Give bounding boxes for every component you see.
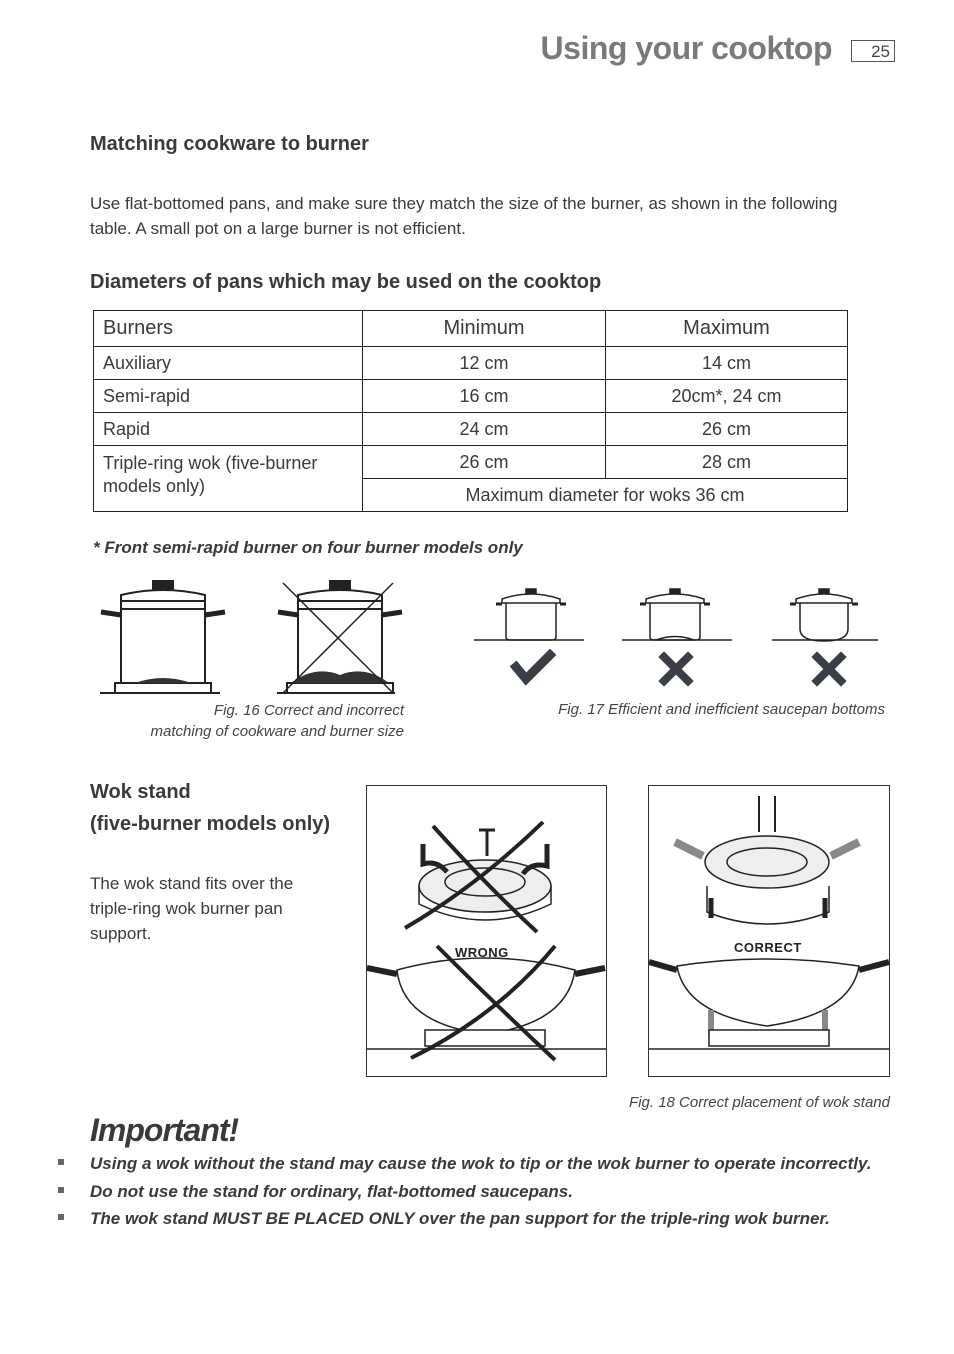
cell-min: 16 cm <box>363 380 606 413</box>
cross-icon <box>664 657 688 681</box>
header-burners: Burners <box>94 311 363 347</box>
list-item <box>58 1178 938 1206</box>
header-minimum: Minimum <box>363 311 606 347</box>
concave-pan-icon <box>622 589 732 640</box>
cell-burner: Auxiliary <box>94 347 363 380</box>
fig17-caption: Fig. 17 Efficient and inefficient saucepan bottoms <box>558 701 885 718</box>
header-maximum: Maximum <box>606 311 848 347</box>
important-list <box>58 1150 938 1233</box>
table-heading: Diameters of pans which may be used on the cooktop <box>90 271 602 293</box>
section-heading-matching: Matching cookware to burner <box>90 133 369 155</box>
incorrect-pot-icon <box>277 581 402 693</box>
wok-wrong-illustration <box>367 786 606 1076</box>
cell-burner: Triple-ring wok (five-burner models only) <box>94 446 363 512</box>
list-item <box>58 1150 938 1178</box>
wok-wrong-frame <box>366 785 607 1077</box>
cell-min: 12 cm <box>363 347 606 380</box>
intro-paragraph: Use flat-bottomed pans, and make sure they match the size of the burner, as shown in the following table. A small pot on a large burner is not efficient. <box>90 194 838 238</box>
bullet-icon <box>58 1187 64 1193</box>
convex-pan-icon <box>772 589 878 641</box>
fig16-illustration <box>95 575 405 697</box>
flat-pan-icon <box>474 589 584 640</box>
cell-min: 26 cm <box>363 446 606 479</box>
table-footnote: * Front semi-rapid burner on four burner models only <box>93 538 523 557</box>
bullet-text: Do not use the stand for ordinary, flat-bottomed saucepans. <box>90 1181 573 1201</box>
wok-heading-line1: Wok stand <box>90 781 191 803</box>
fig16-caption-line1: Fig. 16 Correct and incorrect <box>213 702 404 719</box>
list-item <box>58 1205 938 1233</box>
cell-min: 24 cm <box>363 413 606 446</box>
page-number: 25 <box>851 40 895 62</box>
wok-correct-illustration <box>649 786 889 1076</box>
cell-max: 26 cm <box>606 413 848 446</box>
page-title: Using your cooktop <box>540 30 832 66</box>
bullet-text: The wok stand MUST BE PLACED ONLY over the pan support for the triple-ring wok burner. <box>90 1209 830 1228</box>
fig16-caption-line2: matching of cookware and burner size <box>150 723 404 740</box>
table-row <box>94 380 848 413</box>
bullet-icon <box>58 1159 64 1165</box>
important-title: Important! <box>90 1112 239 1148</box>
cell-burner: Semi-rapid <box>94 380 363 413</box>
table-row <box>94 446 848 479</box>
bullet-text: Using a wok without the stand may cause the wok to tip or the wok burner to operate incorrectly. <box>90 1154 872 1173</box>
cell-burner: Rapid <box>94 413 363 446</box>
cell-max: 28 cm <box>606 446 848 479</box>
cell-max: 14 cm <box>606 347 848 380</box>
bullet-icon <box>58 1214 64 1220</box>
cell-wok-note: Maximum diameter for woks 36 cm <box>363 479 848 512</box>
wok-correct-frame <box>648 785 890 1077</box>
wrong-label: WRONG <box>455 945 509 960</box>
table-row <box>94 413 848 446</box>
fig17-illustration <box>470 583 882 693</box>
correct-pot-icon <box>100 581 225 693</box>
burner-table <box>93 310 848 512</box>
cell-max: 20cm*, 24 cm <box>606 380 848 413</box>
correct-label: CORRECT <box>734 940 802 955</box>
cross-icon <box>817 657 841 681</box>
wok-description: The wok stand fits over the triple-ring wok burner pan support. <box>90 874 294 943</box>
wok-heading-line2: (five-burner models only) <box>90 813 331 835</box>
table-header-row <box>94 311 848 347</box>
checkmark-icon <box>516 655 550 679</box>
fig18-caption: Fig. 18 Correct placement of wok stand <box>629 1094 890 1111</box>
table-row <box>94 347 848 380</box>
